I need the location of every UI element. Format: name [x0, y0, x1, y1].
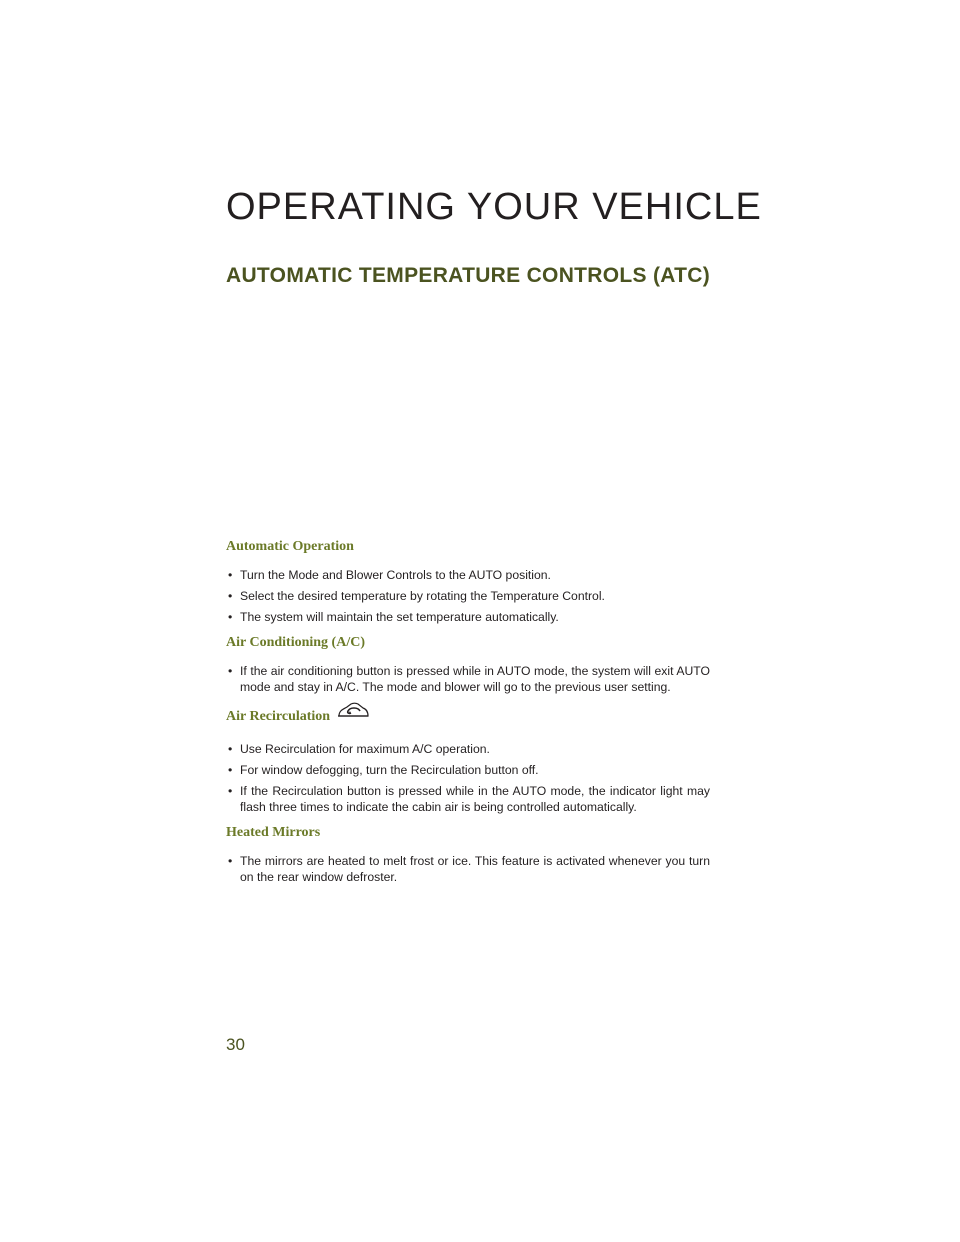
bullet-dot: • [228, 854, 233, 868]
bullet-list [226, 853, 710, 885]
bullet-list [226, 741, 710, 815]
list-item: • If the air conditioning button is pressed while in AUTO mode, the system will exit AUTO mode and stay in A/C. The mode and blower will go to the previous user setting. [228, 664, 710, 694]
bullet-dot: • [228, 742, 233, 756]
content-area [226, 538, 710, 894]
bullet-list [226, 567, 710, 625]
list-item: • If the Recirculation button is pressed while in the AUTO mode, the indicator light may flash three times to indicate the cabin air is being controlled automatically. [228, 784, 710, 814]
chapter-title: OPERATING YOUR VEHICLE [226, 186, 762, 228]
list-item: • For window defogging, turn the Recirculation button off. [228, 763, 539, 777]
list-item: • Use Recirculation for maximum A/C operation. [228, 742, 490, 756]
subheading-air-conditioning: Air Conditioning (A/C) [226, 635, 365, 650]
bullet-dot: • [228, 784, 233, 798]
subheading-heated-mirrors: Heated Mirrors [226, 825, 321, 840]
list-item: • The mirrors are heated to melt frost or ice. This feature is activated whenever you turn on the rear window defroster. [228, 854, 710, 884]
bullet-list [226, 663, 710, 695]
bullet-dot: • [228, 568, 233, 582]
bullet-dot: • [228, 610, 233, 624]
bullet-dot: • [228, 664, 233, 678]
subheading-automatic-operation: Automatic Operation [226, 539, 354, 554]
bullet-dot: • [228, 763, 233, 777]
page-number: 30 [226, 1035, 245, 1054]
list-item: • Select the desired temperature by rotating the Temperature Control. [228, 589, 605, 603]
subheading-air-recirculation [226, 704, 710, 730]
list-item: • Turn the Mode and Blower Controls to the AUTO position. [228, 568, 551, 582]
recirculation-icon [336, 701, 370, 727]
bullet-dot: • [228, 589, 233, 603]
section-title: AUTOMATIC TEMPERATURE CONTROLS (ATC) [226, 264, 711, 287]
list-item: • The system will maintain the set temperature automatically. [228, 610, 559, 624]
subheading-label: Air Recirculation [226, 709, 331, 724]
